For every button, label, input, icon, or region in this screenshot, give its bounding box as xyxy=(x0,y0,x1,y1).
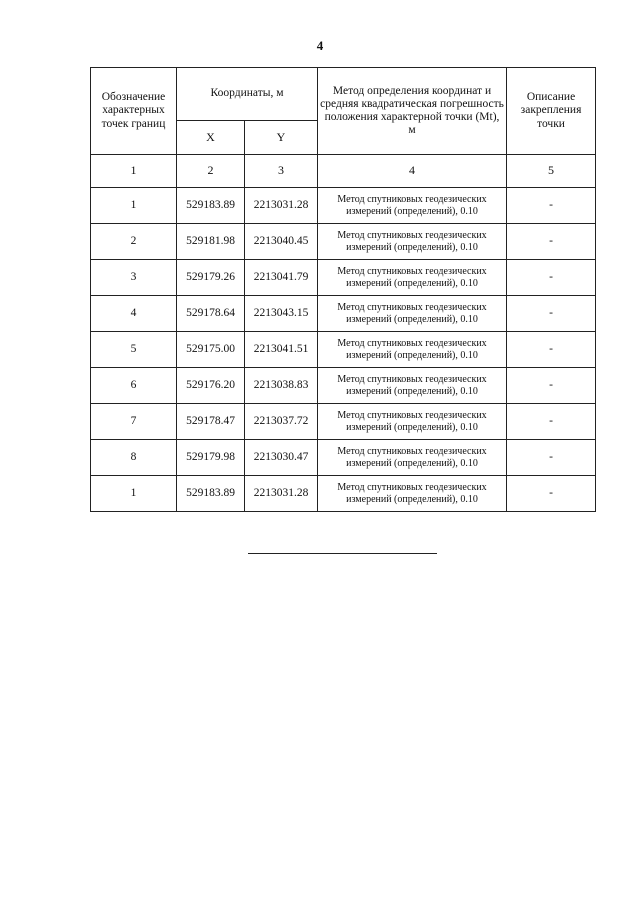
coord-x: 529178.64 xyxy=(177,296,245,332)
table-row xyxy=(91,368,596,404)
coord-y: 2213041.51 xyxy=(245,332,318,368)
header-point-designation: Обозначение характерных точек границ xyxy=(91,68,177,155)
table-row xyxy=(91,332,596,368)
coord-y: 2213038.83 xyxy=(245,368,318,404)
method-text: Метод спутниковых геодезических измерений (определений), 0.10 xyxy=(318,404,507,440)
point-number: 1 xyxy=(91,188,177,224)
table-row xyxy=(91,260,596,296)
coord-y: 2213041.79 xyxy=(245,260,318,296)
fixing-text: - xyxy=(507,368,596,404)
method-text: Метод спутниковых геодезических измерений (определений), 0.10 xyxy=(318,368,507,404)
method-text: Метод спутниковых геодезических измерений (определений), 0.10 xyxy=(318,296,507,332)
point-number: 3 xyxy=(91,260,177,296)
coord-x: 529178.47 xyxy=(177,404,245,440)
coord-y: 2213043.15 xyxy=(245,296,318,332)
fixing-text: - xyxy=(507,296,596,332)
method-text: Метод спутниковых геодезических измерений (определений), 0.10 xyxy=(318,476,507,512)
table-row xyxy=(91,296,596,332)
fixing-text: - xyxy=(507,476,596,512)
table-row xyxy=(91,476,596,512)
header-x: X xyxy=(177,121,245,155)
method-text: Метод спутниковых геодезических измерений (определений), 0.10 xyxy=(318,260,507,296)
point-number: 8 xyxy=(91,440,177,476)
bottom-divider xyxy=(248,553,437,554)
fixing-text: - xyxy=(507,260,596,296)
table-row xyxy=(91,224,596,260)
coord-x: 529183.89 xyxy=(177,476,245,512)
method-text: Метод спутниковых геодезических измерений (определений), 0.10 xyxy=(318,440,507,476)
point-number: 4 xyxy=(91,296,177,332)
header-fixing: Описание закрепления точки xyxy=(507,68,596,155)
table-header xyxy=(91,68,596,155)
column-number-2: 2 xyxy=(177,155,245,188)
coord-y: 2213031.28 xyxy=(245,476,318,512)
point-number: 7 xyxy=(91,404,177,440)
coord-y: 2213037.72 xyxy=(245,404,318,440)
method-text: Метод спутниковых геодезических измерений (определений), 0.10 xyxy=(318,188,507,224)
table-row xyxy=(91,440,596,476)
column-number-row xyxy=(91,155,596,188)
method-text: Метод спутниковых геодезических измерений (определений), 0.10 xyxy=(318,332,507,368)
coord-y: 2213031.28 xyxy=(245,188,318,224)
coord-x: 529179.98 xyxy=(177,440,245,476)
coord-x: 529179.26 xyxy=(177,260,245,296)
method-text: Метод спутниковых геодезических измерений (определений), 0.10 xyxy=(318,224,507,260)
fixing-text: - xyxy=(507,188,596,224)
point-number: 6 xyxy=(91,368,177,404)
point-number: 1 xyxy=(91,476,177,512)
header-y: Y xyxy=(245,121,318,155)
coord-y: 2213040.45 xyxy=(245,224,318,260)
column-number-4: 4 xyxy=(318,155,507,188)
column-number-3: 3 xyxy=(245,155,318,188)
fixing-text: - xyxy=(507,404,596,440)
table-row xyxy=(91,404,596,440)
coord-x: 529176.20 xyxy=(177,368,245,404)
page-number: 4 xyxy=(316,38,324,53)
coord-x: 529181.98 xyxy=(177,224,245,260)
fixing-text: - xyxy=(507,332,596,368)
column-number-1: 1 xyxy=(91,155,177,188)
coord-y: 2213030.47 xyxy=(245,440,318,476)
header-method: Метод определения координат и средняя квадратическая погрешность положения характерной точки (Mt), м xyxy=(318,68,507,155)
coord-x: 529183.89 xyxy=(177,188,245,224)
coord-x: 529175.00 xyxy=(177,332,245,368)
table-body xyxy=(91,155,596,512)
column-number-5: 5 xyxy=(507,155,596,188)
table-row xyxy=(91,188,596,224)
fixing-text: - xyxy=(507,440,596,476)
coordinates-table xyxy=(90,67,596,512)
point-number: 5 xyxy=(91,332,177,368)
fixing-text: - xyxy=(507,224,596,260)
header-coordinates: Координаты, м xyxy=(177,68,318,121)
point-number: 2 xyxy=(91,224,177,260)
